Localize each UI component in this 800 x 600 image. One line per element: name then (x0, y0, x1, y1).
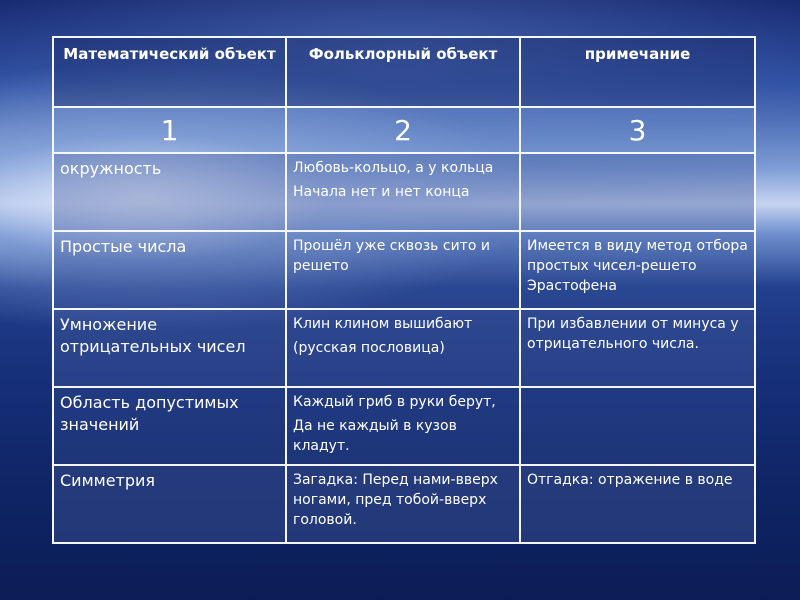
folk-line: Начала нет и нет конца (293, 184, 470, 200)
table-row (53, 387, 755, 465)
folk-object-cell (286, 309, 520, 387)
column-number-row (53, 107, 755, 153)
folk-object-cell (286, 231, 520, 309)
folk-line: Да не каждый в кузов кладут. (293, 418, 457, 454)
header-math-object: Математический объект (53, 37, 286, 107)
folk-line: Прошёл уже сквозь сито и решето (293, 238, 490, 274)
math-object-cell: Симметрия (53, 465, 286, 543)
column-number-2: 2 (286, 107, 520, 153)
table-row (53, 231, 755, 309)
note-cell (520, 153, 755, 231)
math-object-cell: Область допустимых значений (53, 387, 286, 465)
math-object-cell: Простые числа (53, 231, 286, 309)
header-folk-object: Фольклорный объект (286, 37, 520, 107)
folk-line: Загадка: Перед нами-вверх ногами, пред тобой-вверх головой. (293, 472, 498, 528)
header-row (53, 37, 755, 107)
folk-object-cell (286, 387, 520, 465)
note-cell: Отгадка: отражение в воде (520, 465, 755, 543)
table-row (53, 465, 755, 543)
column-number-1: 1 (53, 107, 286, 153)
folk-line: Любовь-кольцо, а у кольца (293, 160, 494, 176)
folk-line: (русская пословица) (293, 340, 445, 356)
folk-object-cell (286, 465, 520, 543)
folk-line: Клин клином вышибают (293, 316, 473, 332)
math-object-cell: Умножение отрицательных чисел (53, 309, 286, 387)
note-cell (520, 387, 755, 465)
table-row (53, 153, 755, 231)
folk-object-cell (286, 153, 520, 231)
note-cell: При избавлении от минуса у отрицательного числа. (520, 309, 755, 387)
math-object-cell: окружность (53, 153, 286, 231)
table-row (53, 309, 755, 387)
folklore-math-table (52, 36, 756, 544)
column-number-3: 3 (520, 107, 755, 153)
folk-line: Каждый гриб в руки берут, (293, 394, 496, 410)
header-note: примечание (520, 37, 755, 107)
note-cell: Имеется в виду метод отбора простых чисел-решето Эрастофена (520, 231, 755, 309)
